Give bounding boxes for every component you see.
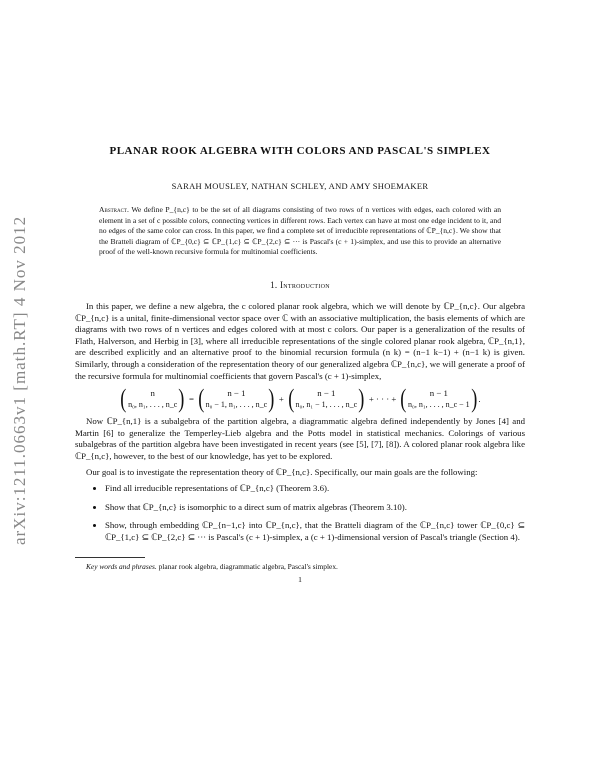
formula-term-3: n − 1 n₀, n₁, . . . , n_c − 1 [408,388,470,410]
goal-item: • Show, through embedding ℂP_{n−1,c} into ℂP_{n,c}, that the Bratteli diagram of the ℂP_{n,c} tower ℂP_{0,c} ⊆ ℂP_{1,c} ⊆ ℂP_{2,c} ⊆ ··· is Pascal's (c + 1)-simplex, a (c + 1)-dimensional version of Pascal's triangle (Section 4). [105,520,525,543]
abstract [99,205,501,258]
page-number: 1 [298,575,302,585]
formula-term-1: n − 1 n₀ − 1, n₁, . . . , n_c [205,388,268,410]
goals-list [75,483,525,543]
formula-lhs: n n₀, n₁, . . . , n_c [128,388,178,410]
formula-period: . [478,394,481,405]
paper-authors: SARAH MOUSLEY, NATHAN SCHLEY, AND AMY SHOEMAKER [171,181,429,191]
formula-equals: = [188,394,194,405]
multinomial-formula: ( n n₀, n₁, . . . , n_c ) = ( n − 1 n₀ − 1, n₁, . . . , n_c ) + ( n − 1 n₀, n₁ − 1, . . . , n_c ) + · · · + ( n − 1 n₀, n₁, . . . , n_c − 1 ) . [120,384,481,414]
footnote [75,562,525,571]
intro-paragraph-3: Our goal is to investigate the representation theory of ℂP_{n,c}. Specifically, our main goals are the following: [86,466,478,477]
intro-paragraph-2: Now ℂP_{n,1} is a subalgebra of the partition algebra, a diagrammatic algebra defined independently by Jones [4] and Martin [6] to generalize the Temperley-Lieb algebra and the Potts model in statistical mechanics. Colorings of various subalgebras of the partition algebra have been investigated in recent years (see [5], [7], [8]). A colored planar rook algebra like ℂP_{n,c}, however, to the best of our knowledge, has yet to be explored. [75,416,525,461]
goal-item: • Show that ℂP_{n,c} is isomorphic to a direct sum of matrix algebras (Theorem 3.10). [105,502,525,514]
abstract-label: Abstract. [99,205,129,214]
footnote-text: planar rook algebra, diagrammatic algebra, Pascal's simplex. [156,562,338,572]
paper-title: PLANAR ROOK ALGEBRA WITH COLORS AND PASCAL'S SIMPLEX [109,145,491,157]
formula-dots: + · · · + [368,394,397,405]
goal-item: • Find all irreducible representations of ℂP_{n,c} (Theorem 3.6). [105,483,525,495]
intro-paragraph-1: In this paper, we define a new algebra, the c colored planar rook algebra, which we will denote by ℂP_{n,c}. Our algebra ℂP_{n,c} is a unital, finite-dimensional vector space over ℂ with an associative multiplication, the basis elements of which are diagrams with two rows of n vertices and edges colored with at most c colors. Our paper is a generalization of the results of Flath, Halverson, and Herbig in [3], where all irreducible representations of the single colored planar rook algebra, ℂP_{n,1}, are described explicitly and an alternative proof to the binomial recursion formula (n k) = (n−1 k−1) + (n−1 k) is given. Similarly, through a consideration of the representation theory of our generalized algebra ℂP_{n,c}, we will generate a proof of the recursive formula for multinomial coefficients that govern Pascal's (c + 1)-simplex, [75,300,525,381]
footnote-label: Key words and phrases. [86,562,157,572]
footnote-rule [75,557,145,558]
arxiv-stamp: arXiv:1211.0663v1 [math.RT] 4 Nov 2012 [10,215,29,545]
formula-term-2: n − 1 n₀, n₁ − 1, . . . , n_c [295,388,358,410]
section-heading: 1. Introduction [270,279,330,290]
formula-plus: + [278,394,284,405]
abstract-text: We define P_{n,c} to be the set of all diagrams consisting of two rows of n vertices with edges, each colored with an element in a set of c possible colors, connecting vertices in different rows. Each vertex can have at most one edge incident to it, and no edges of the same color can cross. In this paper, we find a complete set of irreducible representations of ℂP_{n,c}. We show that the Bratteli diagram of ℂP_{0,c} ⊆ ℂP_{1,c} ⊆ ℂP_{2,c} ⊆ ··· is Pascal's (c + 1)-simplex, and use this to provide an alternative proof of the well-known recursive formula for multinomial coefficients. [99,205,501,257]
paper-page [75,145,525,584]
